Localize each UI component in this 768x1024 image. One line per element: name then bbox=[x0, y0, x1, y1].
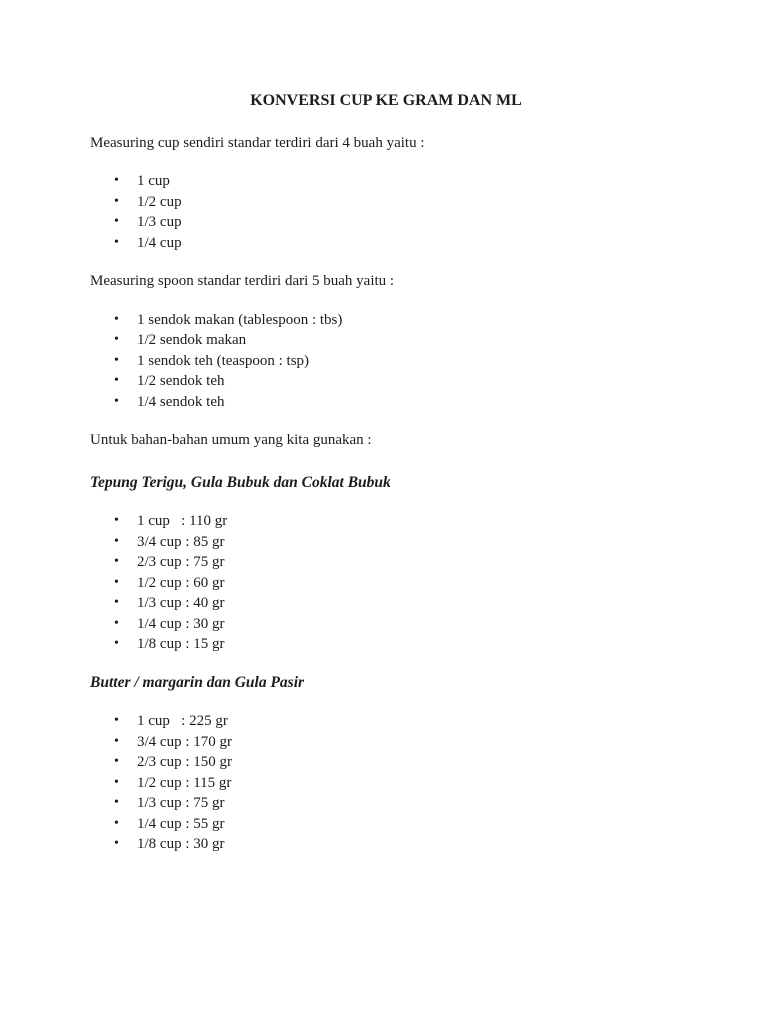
list-item-text: 1/3 cup bbox=[137, 214, 182, 230]
list-item-text: 1/4 sendok teh bbox=[137, 393, 225, 410]
bullet-icon: • bbox=[114, 373, 119, 388]
list-item-text: 3/4 cup : 85 gr bbox=[137, 533, 225, 550]
bullet-icon: • bbox=[114, 636, 119, 651]
bullet-icon: • bbox=[114, 533, 119, 549]
list-item bbox=[90, 330, 682, 351]
butter-sugar-heading: Butter / margarin dan Gula Pasir bbox=[90, 673, 305, 691]
list-item bbox=[90, 233, 682, 254]
list-item-text: 1/2 cup : 115 gr bbox=[137, 774, 232, 791]
measuring-spoon-intro: Measuring spoon standar terdiri dari 5 buah yaitu : bbox=[90, 273, 395, 289]
bullet-icon: • bbox=[114, 595, 119, 610]
bullet-icon: • bbox=[114, 173, 119, 188]
list-item bbox=[90, 511, 682, 532]
list-item-text: 1 cup : 225 gr bbox=[137, 713, 228, 729]
list-item bbox=[90, 834, 682, 855]
document-title: KONVERSI CUP KE GRAM DAN ML bbox=[250, 92, 522, 109]
list-item bbox=[90, 793, 682, 814]
list-item-text: 1 sendok makan (tablespoon : tbs) bbox=[137, 311, 343, 328]
list-item bbox=[90, 310, 682, 331]
bullet-icon: • bbox=[114, 513, 119, 528]
bullet-icon: • bbox=[114, 193, 119, 209]
list-item-text: 1/2 cup bbox=[137, 193, 182, 210]
list-item bbox=[90, 171, 682, 192]
bullet-icon: • bbox=[114, 815, 119, 831]
list-item bbox=[90, 552, 682, 573]
list-item-text: 1/3 cup : 40 gr bbox=[137, 595, 225, 611]
list-item-text: 1 cup : 110 gr bbox=[137, 513, 228, 529]
list-item bbox=[90, 711, 682, 732]
bullet-icon: • bbox=[114, 352, 119, 368]
list-item bbox=[90, 392, 682, 413]
bullet-icon: • bbox=[114, 311, 119, 327]
butter-sugar-list bbox=[90, 711, 682, 855]
bullet-icon: • bbox=[114, 774, 119, 790]
list-item-text: 3/4 cup : 170 gr bbox=[137, 733, 232, 750]
list-item-text: 1/8 cup : 15 gr bbox=[137, 636, 225, 652]
list-item bbox=[90, 573, 682, 594]
list-item bbox=[90, 752, 682, 773]
list-item bbox=[90, 614, 682, 635]
measuring-cup-intro: Measuring cup sendiri standar terdiri dari 4 buah yaitu : bbox=[90, 134, 425, 151]
list-item bbox=[90, 634, 682, 655]
list-item-text: 1 cup bbox=[137, 173, 170, 189]
bullet-icon: • bbox=[114, 332, 119, 347]
flour-sugar-cocoa-heading: Tepung Terigu, Gula Bubuk dan Coklat Bubuk bbox=[90, 473, 391, 491]
bullet-icon: • bbox=[114, 795, 119, 810]
list-item bbox=[90, 532, 682, 553]
bullet-icon: • bbox=[114, 615, 119, 631]
measuring-spoon-list bbox=[90, 310, 682, 413]
list-item-text: 2/3 cup : 75 gr bbox=[137, 554, 225, 570]
list-item bbox=[90, 192, 682, 213]
bullet-icon: • bbox=[114, 574, 119, 590]
measuring-cup-list bbox=[90, 171, 682, 253]
list-item bbox=[90, 212, 682, 233]
list-item bbox=[90, 351, 682, 372]
list-item-text: 1/8 cup : 30 gr bbox=[137, 836, 225, 852]
flour-sugar-cocoa-list bbox=[90, 511, 682, 655]
list-item-text: 1/4 cup : 30 gr bbox=[137, 615, 225, 632]
list-item-text: 1/4 cup : 55 gr bbox=[137, 815, 225, 832]
list-item bbox=[90, 814, 682, 835]
list-item bbox=[90, 773, 682, 794]
bullet-icon: • bbox=[114, 554, 119, 569]
list-item bbox=[90, 593, 682, 614]
list-item-text: 1/3 cup : 75 gr bbox=[137, 795, 225, 811]
list-item bbox=[90, 371, 682, 392]
list-item-text: 2/3 cup : 150 gr bbox=[137, 754, 232, 770]
list-item-text: 1/2 sendok teh bbox=[137, 373, 225, 389]
bullet-icon: • bbox=[114, 713, 119, 728]
bullet-icon: • bbox=[114, 234, 119, 250]
list-item bbox=[90, 732, 682, 753]
list-item-text: 1 sendok teh (teaspoon : tsp) bbox=[137, 352, 310, 369]
bullet-icon: • bbox=[114, 733, 119, 749]
list-item-text: 1/4 cup bbox=[137, 234, 182, 251]
common-ingredients-intro: Untuk bahan-bahan umum yang kita gunakan : bbox=[90, 432, 372, 448]
list-item-text: 1/2 cup : 60 gr bbox=[137, 574, 225, 591]
list-item-text: 1/2 sendok makan bbox=[137, 332, 247, 348]
bullet-icon: • bbox=[114, 836, 119, 851]
bullet-icon: • bbox=[114, 754, 119, 769]
bullet-icon: • bbox=[114, 393, 119, 409]
bullet-icon: • bbox=[114, 214, 119, 229]
